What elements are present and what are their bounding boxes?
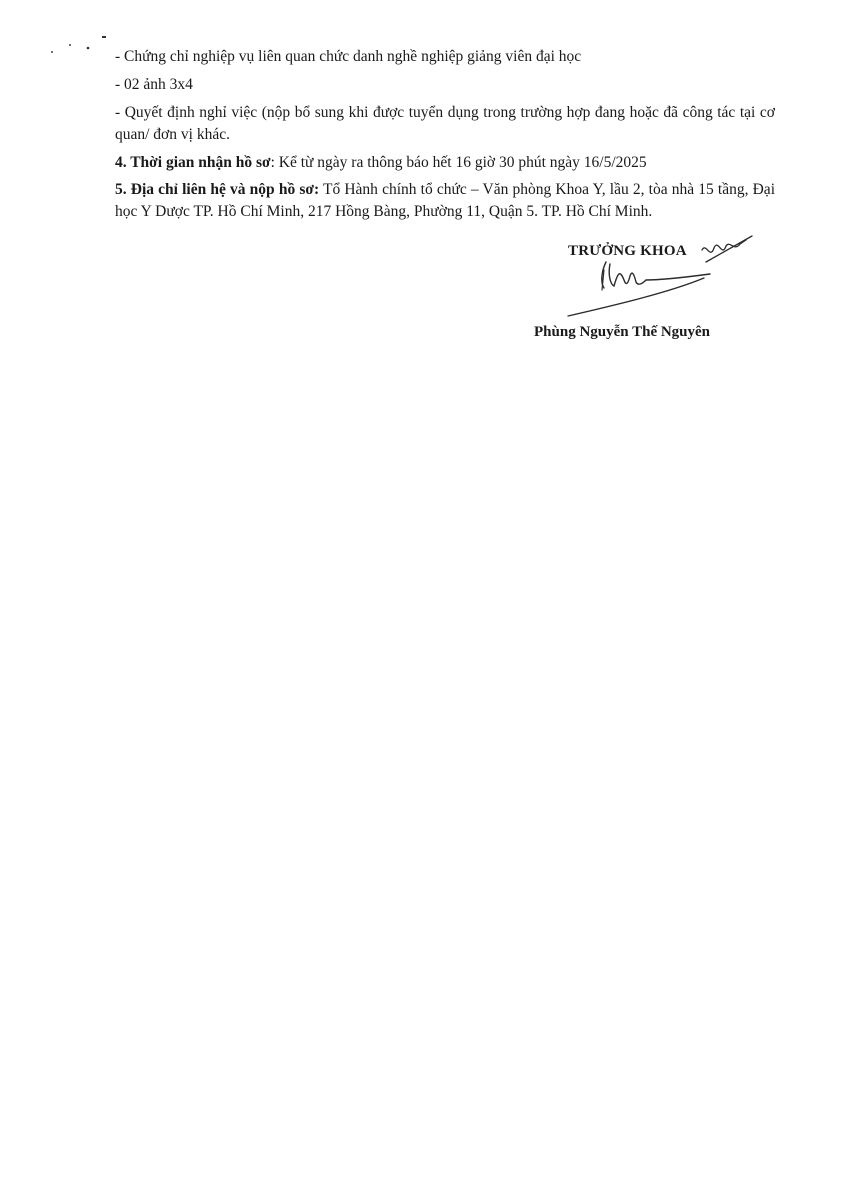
section-5-text: Tổ Hành chính tổ chức – Văn phòng Khoa Y, lầu 2, tòa nhà 15 tầng, Đại học Y Dược TP. Hồ Chí Minh, 217 Hồng Bàng, Phường 11, Quận 5. TP. Hồ Chí Minh. <box>115 181 775 220</box>
document-body <box>115 46 775 228</box>
signature-block <box>520 230 780 350</box>
requirement-item: - Chứng chỉ nghiệp vụ liên quan chức danh nghề nghiệp giảng viên đại học <box>115 48 582 65</box>
scan-specks <box>40 30 120 60</box>
section-5 <box>115 179 775 223</box>
section-4-heading: 4. Thời gian nhận hồ sơ <box>115 154 271 171</box>
section-4-text: : Kể từ ngày ra thông báo hết 16 giờ 30 phút ngày 16/5/2025 <box>270 154 647 171</box>
section-4 <box>115 152 775 174</box>
requirement-item: - Quyết định nghỉ việc (nộp bổ sung khi được tuyển dụng trong trường hợp đang hoặc đã công tác tại cơ quan/ đơn vị khác. <box>115 104 775 143</box>
signature-title: TRƯỞNG KHOA <box>568 243 687 259</box>
section-5-heading: 5. Địa chỉ liên hệ và nộp hồ sơ: <box>115 181 320 198</box>
requirement-item: - 02 ảnh 3x4 <box>115 76 193 93</box>
signatory-name: Phùng Nguyễn Thế Nguyên <box>534 324 711 340</box>
